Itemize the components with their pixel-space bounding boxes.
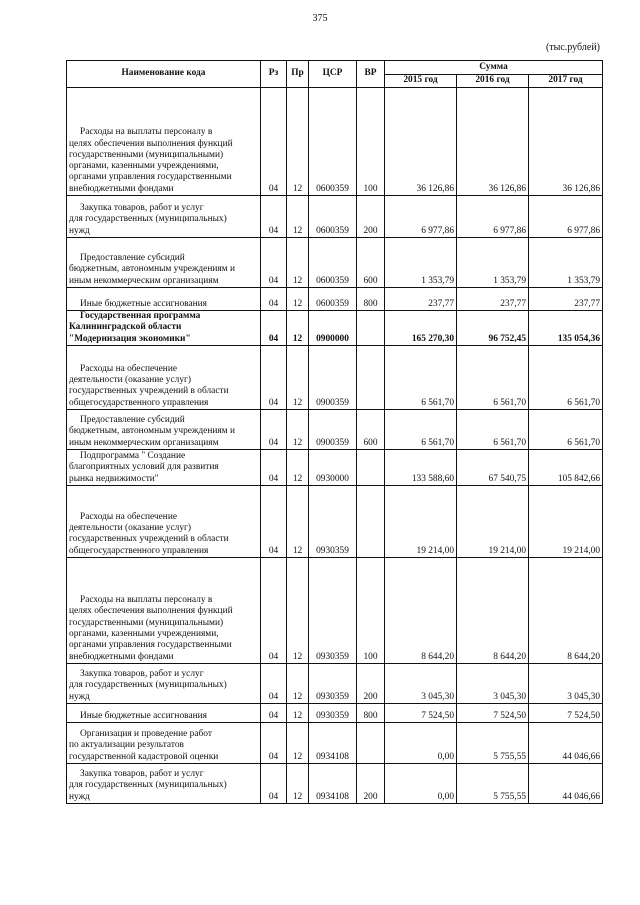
row-name-line: для государственных (муниципальных) [69, 780, 227, 791]
row-2016: 19 214,00 [457, 485, 529, 557]
row-2016: 5 755,55 [457, 763, 529, 803]
row-name-line: деятельности (оказание услуг) [69, 375, 191, 385]
row-name-line: Организация и проведение работ [80, 729, 212, 739]
table-row [67, 763, 603, 803]
row-vr [357, 449, 385, 485]
row-rz: 04 [261, 722, 287, 763]
budget-table [66, 60, 603, 804]
row-2016: 6 561,70 [457, 345, 529, 409]
row-name-line: нужд [69, 225, 90, 236]
row-vr: 200 [357, 196, 385, 238]
row-2015: 1 353,79 [385, 238, 457, 288]
row-name-line: Иные бюджетные ассигнования [80, 298, 207, 309]
row-2015: 165 270,30 [385, 311, 457, 346]
row-vr: 600 [357, 409, 385, 449]
row-pr: 12 [287, 763, 309, 803]
row-2016: 36 126,86 [457, 88, 529, 196]
row-name-line: Государственная программа [80, 311, 201, 321]
row-name [67, 703, 261, 722]
row-2017: 135 054,36 [529, 311, 603, 346]
row-2015: 0,00 [385, 763, 457, 803]
row-rz: 04 [261, 763, 287, 803]
row-pr: 12 [287, 703, 309, 722]
row-2015: 3 045,30 [385, 663, 457, 703]
row-name [67, 763, 261, 803]
row-2016: 96 752,45 [457, 311, 529, 346]
row-name-line: нужд [69, 691, 90, 702]
row-2017: 6 977,86 [529, 196, 603, 238]
header-2016: 2016 год [457, 75, 529, 88]
row-name-line: иным некоммерческим организациям [69, 275, 219, 286]
row-csr: 0600359 [309, 288, 357, 311]
row-name-line: "Модернизация экономики" [69, 333, 191, 344]
table-row [67, 311, 603, 346]
row-rz: 04 [261, 88, 287, 196]
row-pr: 12 [287, 238, 309, 288]
header-2015: 2015 год [385, 75, 457, 88]
row-name-line: для государственных (муниципальных) [69, 214, 227, 225]
row-2016: 8 644,20 [457, 557, 529, 663]
row-pr: 12 [287, 485, 309, 557]
row-rz: 04 [261, 485, 287, 557]
row-2015: 0,00 [385, 722, 457, 763]
row-csr: 0930359 [309, 663, 357, 703]
row-pr: 12 [287, 557, 309, 663]
row-csr: 0600359 [309, 238, 357, 288]
row-csr: 0930359 [309, 703, 357, 722]
row-name-line: общегосударственного управления [69, 397, 209, 408]
row-name [67, 722, 261, 763]
row-vr: 800 [357, 288, 385, 311]
row-vr: 200 [357, 763, 385, 803]
row-2015: 7 524,50 [385, 703, 457, 722]
row-2015: 6 561,70 [385, 345, 457, 409]
row-pr: 12 [287, 409, 309, 449]
table-row [67, 288, 603, 311]
row-2017: 8 644,20 [529, 557, 603, 663]
row-name-line: Предоставление субсидий [80, 253, 185, 264]
row-name-line: органами, казенными учреждениями, [69, 629, 219, 639]
table-body [67, 88, 603, 804]
row-vr [357, 485, 385, 557]
row-csr: 0934108 [309, 722, 357, 763]
row-name-line: общегосударственного управления [69, 545, 209, 556]
row-name [67, 196, 261, 238]
row-vr: 800 [357, 703, 385, 722]
header-2017: 2017 год [529, 75, 603, 88]
row-2017: 44 046,66 [529, 763, 603, 803]
table-row [67, 663, 603, 703]
row-name-line: органами управления государственными [69, 640, 232, 651]
table-row [67, 238, 603, 288]
table-row [67, 557, 603, 663]
units-label: (тыс.рублей) [545, 42, 600, 53]
row-name [67, 409, 261, 449]
row-2015: 133 588,60 [385, 449, 457, 485]
row-2015: 6 977,86 [385, 196, 457, 238]
row-name-line: Расходы на обеспечение [80, 511, 177, 522]
header-vr: ВР [357, 61, 385, 88]
row-2016: 6 561,70 [457, 409, 529, 449]
row-csr: 0600359 [309, 88, 357, 196]
row-2017: 3 045,30 [529, 663, 603, 703]
row-rz: 04 [261, 238, 287, 288]
row-csr: 0900000 [309, 311, 357, 346]
table-row [67, 345, 603, 409]
row-pr: 12 [287, 722, 309, 763]
row-name-line: государственными (муниципальными) [69, 617, 224, 628]
row-name [67, 238, 261, 288]
row-rz: 04 [261, 557, 287, 663]
row-vr [357, 345, 385, 409]
row-rz: 04 [261, 345, 287, 409]
row-name [67, 345, 261, 409]
row-2016: 7 524,50 [457, 703, 529, 722]
row-2015: 36 126,86 [385, 88, 457, 196]
row-name-line: государственной кадастровой оценки [69, 751, 219, 762]
row-name-line: Расходы на обеспечение [80, 363, 177, 374]
row-name-line: Расходы на выплаты персоналу в [80, 595, 213, 606]
header-sum: Сумма [385, 61, 603, 75]
row-2015: 6 561,70 [385, 409, 457, 449]
row-2017: 6 561,70 [529, 345, 603, 409]
row-2016: 67 540,75 [457, 449, 529, 485]
row-name-line: рынка недвижимости" [69, 473, 159, 484]
header-rz: Рз [261, 61, 287, 88]
row-name-line: Иные бюджетные ассигнования [80, 710, 207, 721]
row-name [67, 663, 261, 703]
row-name-line: Закупка товаров, работ и услуг [80, 669, 204, 679]
row-2015: 237,77 [385, 288, 457, 311]
row-name-line: благоприятных условий для развития [69, 462, 219, 473]
row-name-line: государственных учреждений в области [69, 534, 229, 545]
row-name-line: внебюджетными фондами [69, 183, 174, 194]
table-row [67, 722, 603, 763]
row-name-line: Закупка товаров, работ и услуг [80, 203, 204, 214]
row-2017: 237,77 [529, 288, 603, 311]
row-2016: 237,77 [457, 288, 529, 311]
row-pr: 12 [287, 663, 309, 703]
row-csr: 0900359 [309, 345, 357, 409]
row-vr: 600 [357, 238, 385, 288]
row-rz: 04 [261, 311, 287, 346]
row-rz: 04 [261, 196, 287, 238]
row-name-line: Расходы на выплаты персоналу в [80, 127, 213, 138]
row-csr: 0930359 [309, 557, 357, 663]
row-rz: 04 [261, 409, 287, 449]
row-name-line: Закупка товаров, работ и услуг [80, 769, 204, 779]
row-rz: 04 [261, 663, 287, 703]
row-2017: 36 126,86 [529, 88, 603, 196]
row-vr: 100 [357, 557, 385, 663]
row-rz: 04 [261, 449, 287, 485]
row-2016: 5 755,55 [457, 722, 529, 763]
row-2017: 1 353,79 [529, 238, 603, 288]
row-name-line: органами, казенными учреждениями, [69, 161, 219, 172]
row-name-line: целях обеспечения выполнения функций [69, 606, 233, 617]
row-csr: 0930000 [309, 449, 357, 485]
row-name-line: государственными (муниципальными) [69, 149, 224, 160]
row-2016: 3 045,30 [457, 663, 529, 703]
row-pr: 12 [287, 345, 309, 409]
row-name-line: бюджетным, автономным учреждениям и [69, 264, 235, 275]
row-2017: 44 046,66 [529, 722, 603, 763]
row-csr: 0900359 [309, 409, 357, 449]
row-name-line: органами управления государственными [69, 172, 232, 183]
row-name-line: нужд [69, 791, 90, 802]
page-number: 375 [312, 13, 328, 24]
row-name [67, 557, 261, 663]
row-name-line: Калининградской области [69, 322, 182, 333]
table-row [67, 196, 603, 238]
header-name: Наименование кода [67, 61, 261, 88]
row-pr: 12 [287, 311, 309, 346]
row-name [67, 485, 261, 557]
row-name-line: для государственных (муниципальных) [69, 680, 227, 691]
row-name [67, 449, 261, 485]
row-2015: 19 214,00 [385, 485, 457, 557]
row-name-line: бюджетным, автономным учреждениям и [69, 426, 235, 437]
row-pr: 12 [287, 88, 309, 196]
row-rz: 04 [261, 288, 287, 311]
row-name-line: иным некоммерческим организациям [69, 437, 219, 448]
row-name-line: Предоставление субсидий [80, 415, 185, 425]
table-row [67, 485, 603, 557]
row-name [67, 288, 261, 311]
row-name [67, 311, 261, 346]
row-name-line: по актуализации результатов [69, 740, 184, 751]
row-2016: 1 353,79 [457, 238, 529, 288]
row-pr: 12 [287, 449, 309, 485]
row-2017: 7 524,50 [529, 703, 603, 722]
row-2017: 6 561,70 [529, 409, 603, 449]
row-vr [357, 311, 385, 346]
row-csr: 0930359 [309, 485, 357, 557]
row-name [67, 88, 261, 196]
row-rz: 04 [261, 703, 287, 722]
row-csr: 0600359 [309, 196, 357, 238]
table-row [67, 88, 603, 196]
row-vr: 100 [357, 88, 385, 196]
row-2016: 6 977,86 [457, 196, 529, 238]
header-pr: Пр [287, 61, 309, 88]
table-row [67, 449, 603, 485]
row-name-line: целях обеспечения выполнения функций [69, 138, 233, 149]
row-name-line: внебюджетными фондами [69, 651, 174, 662]
table-row [67, 409, 603, 449]
table-row [67, 703, 603, 722]
row-2015: 8 644,20 [385, 557, 457, 663]
row-pr: 12 [287, 288, 309, 311]
row-csr: 0934108 [309, 763, 357, 803]
row-name-line: государственных учреждений в области [69, 386, 229, 397]
row-2017: 19 214,00 [529, 485, 603, 557]
row-vr [357, 722, 385, 763]
row-name-line: деятельности (оказание услуг) [69, 523, 191, 533]
row-vr: 200 [357, 663, 385, 703]
header-csr: ЦСР [309, 61, 357, 88]
row-name-line: Подпрограмма " Создание [80, 451, 186, 461]
row-2017: 105 842,66 [529, 449, 603, 485]
row-pr: 12 [287, 196, 309, 238]
